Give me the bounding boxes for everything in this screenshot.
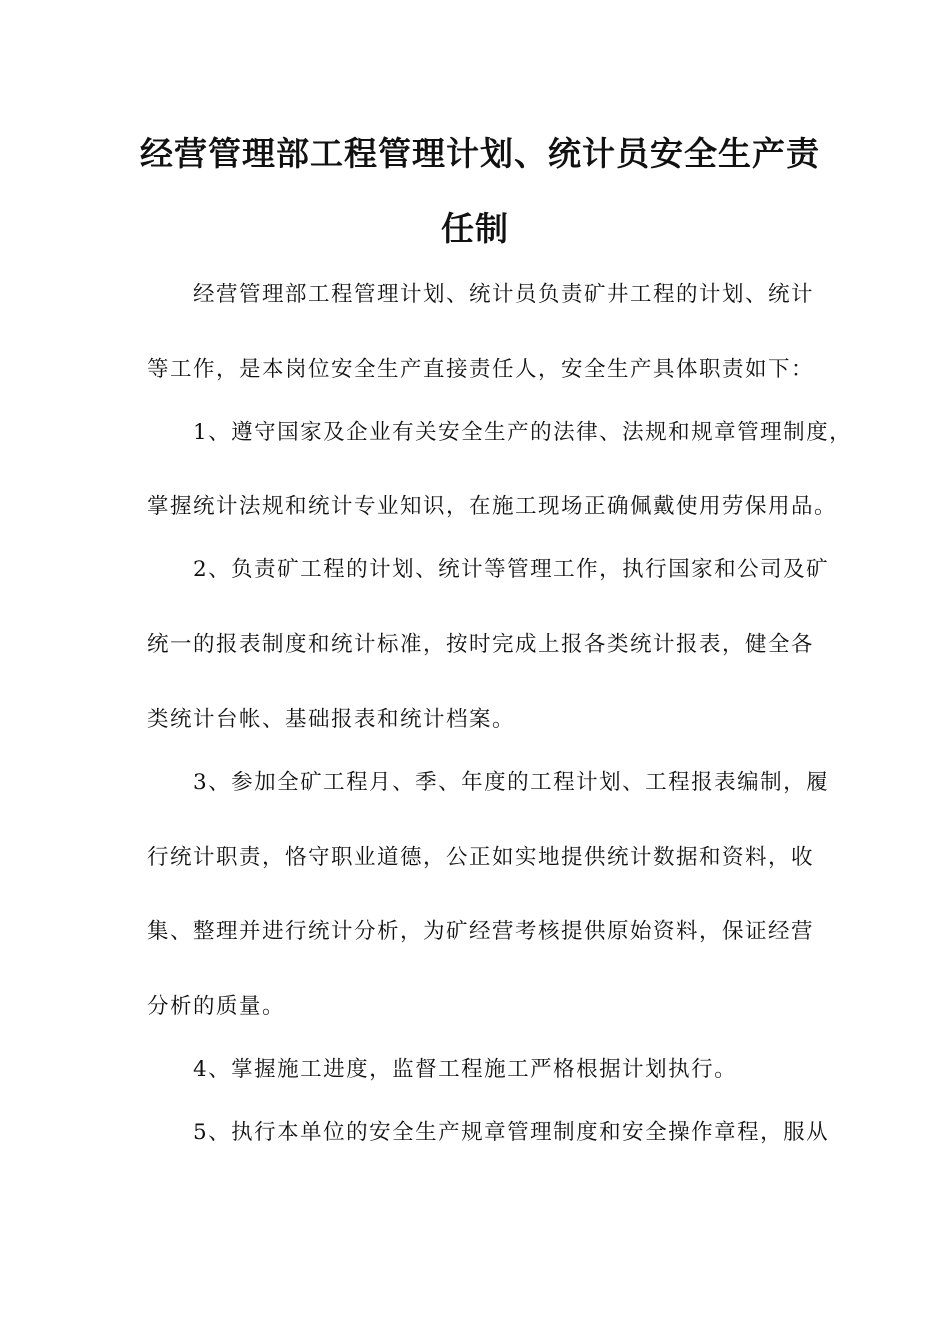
body-line: 分析的质量。 — [147, 994, 286, 1019]
document-title-line-1: 经营管理部工程管理计划、统计员安全生产责 — [140, 134, 820, 173]
body-line: 3、参加全矿工程月、季、年度的工程计划、工程报表编制，履 — [193, 770, 830, 795]
body-line: 2、负责矿工程的计划、统计等管理工作，执行国家和公司及矿 — [193, 557, 830, 582]
body-line: 等工作，是本岗位安全生产直接责任人，安全生产具体职责如下： — [147, 357, 815, 382]
body-line: 类统计台帐、基础报表和统计档案。 — [147, 707, 516, 732]
body-line: 经营管理部工程管理计划、统计员负责矿井工程的计划、统计 — [193, 282, 815, 307]
body-line: 掌握统计法规和统计专业知识，在施工现场正确佩戴使用劳保用品。 — [147, 494, 838, 519]
document-title-line-2: 任制 — [441, 209, 509, 248]
body-line: 1、遵守国家及企业有关安全生产的法律、法规和规章管理制度， — [193, 420, 853, 445]
body-line: 5、执行本单位的安全生产规章管理制度和安全操作章程，服从 — [193, 1120, 830, 1145]
body-line: 统一的报表制度和统计标准，按时完成上报各类统计报表，健全各 — [147, 632, 815, 657]
body-line: 4、掌握施工进度，监督工程施工严格根据计划执行。 — [193, 1057, 738, 1082]
body-line: 集、整理并进行统计分析，为矿经营考核提供原始资料，保证经营 — [147, 919, 815, 944]
body-line: 行统计职责，恪守职业道德，公正如实地提供统计数据和资料，收 — [147, 845, 815, 870]
